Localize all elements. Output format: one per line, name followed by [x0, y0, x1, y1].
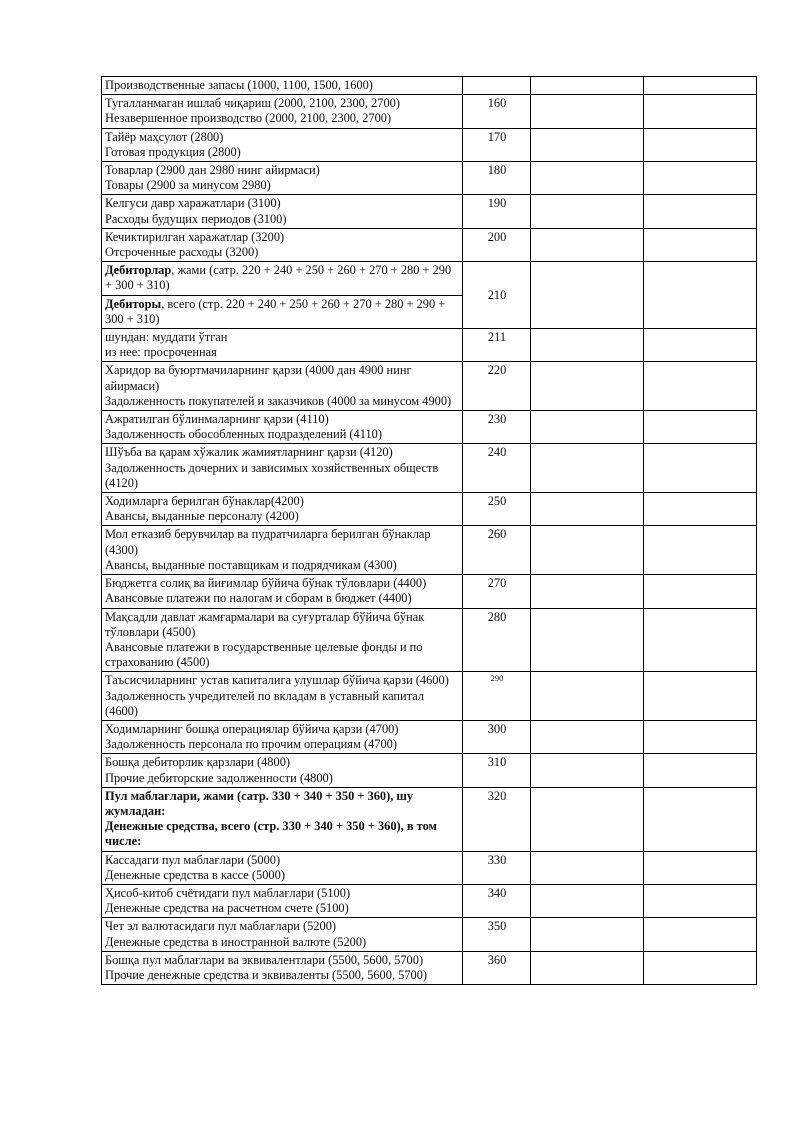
table-row: [102, 493, 757, 526]
label-line-uz: Мол етказиб берувчилар ва пудратчиларга берилган бўнаклар (4300): [105, 527, 431, 557]
label-line-ru: Расходы будущих периодов (3100): [105, 211, 287, 226]
label-line-uz: Кассадаги пул маблағлари (5000): [105, 852, 281, 867]
table-row: [102, 228, 757, 261]
value-cell-start[interactable]: [531, 77, 644, 95]
value-cell-start[interactable]: [531, 575, 644, 608]
table-row: [102, 918, 757, 951]
row-code: 170: [463, 128, 531, 161]
row-code: 160: [463, 95, 531, 128]
balance-sheet-table: [101, 76, 757, 985]
label-line-ru: Авансовые платежи по налогам и сборам в бюджет (4400): [105, 591, 412, 606]
value-cell-end[interactable]: [644, 77, 757, 95]
row-label: [102, 95, 463, 128]
label-line-uz: Бюджетга солиқ ва йиғимлар бўйича бўнак тўловлари (4400): [105, 576, 427, 591]
table-row: [102, 162, 757, 195]
label-line-uz: Бошқа пул маблағлари ва эквивалентлари (5500, 5600, 5700): [105, 952, 424, 967]
label-line-uz: Кечиктирилган харажатлар (3200): [105, 229, 285, 244]
label-line: Производственные запасы (1000, 1100, 1500, 1600): [105, 78, 373, 92]
table-row: [102, 608, 757, 672]
label-line-uz: Харидор ва буюртмачиларнинг қарзи (4000 дан 4900 нинг айирмаси): [105, 363, 412, 393]
label-rest: , жами (сатр. 220 + 240 + 250 + 260 + 270 + 280 + 290 + 300 + 310): [105, 263, 452, 293]
row-code: 211: [463, 329, 531, 362]
label-line-ru: Денежные средства в иностранной валюте (5200): [105, 934, 367, 949]
value-cell-start[interactable]: [531, 851, 644, 884]
value-cell-start[interactable]: [531, 493, 644, 526]
value-cell-start[interactable]: [531, 329, 644, 362]
row-label: [102, 851, 463, 884]
value-cell-start[interactable]: [531, 526, 644, 575]
value-cell-start[interactable]: [531, 787, 644, 851]
row-label: [102, 754, 463, 787]
value-cell-end[interactable]: [644, 787, 757, 851]
label-line-uz: Чет эл валютасидаги пул маблағлари (5200): [105, 919, 337, 934]
value-cell-start[interactable]: [531, 128, 644, 161]
table-row: [102, 672, 757, 721]
row-code: 340: [463, 884, 531, 917]
value-cell-end[interactable]: [644, 95, 757, 128]
value-cell-start[interactable]: [531, 918, 644, 951]
label-line-ru: Авансы, выданные поставщикам и подрядчикам (4300): [105, 557, 397, 572]
label-bold: Дебиторы: [105, 296, 162, 311]
row-code: 190: [463, 195, 531, 228]
label-line-ru: Прочие дебиторские задолженности (4800): [105, 770, 333, 785]
label-line-uz: Ходимларга берилган бўнаклар(4200): [105, 494, 304, 509]
row-label: [102, 329, 463, 362]
value-cell-start[interactable]: [531, 411, 644, 444]
table-row: [102, 787, 757, 851]
value-cell-end[interactable]: [644, 493, 757, 526]
label-line-uz: Тайёр маҳсулот (2800): [105, 129, 224, 144]
value-cell-end[interactable]: [644, 162, 757, 195]
label-line-ru: из нее: просроченная: [105, 345, 217, 360]
value-cell-end[interactable]: [644, 608, 757, 672]
label-line-uz: Таъсисчиларнинг устав капиталига улушлар бўйича қарзи (4600): [105, 673, 449, 688]
value-cell-end[interactable]: [644, 329, 757, 362]
row-label: [102, 77, 463, 95]
label-line-uz: Мақсадли давлат жамғармалари ва суғурталар бўйича бўнак тўловлари (4500): [105, 609, 425, 639]
value-cell-start[interactable]: [531, 262, 644, 329]
value-cell-start[interactable]: [531, 195, 644, 228]
value-cell-start[interactable]: [531, 720, 644, 753]
value-cell-end[interactable]: [644, 951, 757, 984]
label-rest: , всего (стр. 220 + 240 + 250 + 260 + 270 + 280 + 290 + 300 + 310): [105, 296, 446, 326]
table-row: [102, 329, 757, 362]
value-cell-end[interactable]: [644, 754, 757, 787]
row-code: [463, 77, 531, 95]
row-label: [102, 162, 463, 195]
value-cell-end[interactable]: [644, 411, 757, 444]
value-cell-end[interactable]: [644, 262, 757, 329]
row-code: 240: [463, 444, 531, 493]
label-line-ru: Незавершенное производство (2000, 2100, 2300, 2700): [105, 111, 392, 126]
table-row: [102, 720, 757, 753]
row-label: [102, 884, 463, 917]
label-line-ru: Задолженность дочерних и зависимых хозяйственных обществ (4120): [105, 460, 439, 490]
value-cell-end[interactable]: [644, 362, 757, 411]
label-line-uz: Ҳисоб-китоб счётидаги пул маблағлари (5100): [105, 885, 351, 900]
value-cell-start[interactable]: [531, 608, 644, 672]
value-cell-end[interactable]: [644, 575, 757, 608]
row-code: 290: [463, 672, 531, 721]
row-label: [102, 493, 463, 526]
table-row: [102, 262, 757, 295]
table-row: [102, 95, 757, 128]
label-line-uz: Шўъба ва қарам хўжалик жамиятларнинг қарзи (4120): [105, 445, 393, 460]
row-code: 220: [463, 362, 531, 411]
label-line-ru: Авансовые платежи в государственные целевые фонды и по страхованию (4500): [105, 639, 423, 670]
row-label: [102, 195, 463, 228]
value-cell-start[interactable]: [531, 884, 644, 917]
row-code: 310: [463, 754, 531, 787]
row-code: 200: [463, 228, 531, 261]
table-row: [102, 195, 757, 228]
row-code: 360: [463, 951, 531, 984]
row-label: [102, 787, 463, 851]
row-code: 260: [463, 526, 531, 575]
label-line-ru: Денежные средства, всего (стр. 330 + 340 + 350 + 360), в том числе:: [105, 819, 437, 849]
label-line-uz: шундан: муддати ўтган: [105, 330, 228, 345]
label-line-ru: Денежные средства на расчетном счете (5100): [105, 901, 349, 916]
value-cell-end[interactable]: [644, 195, 757, 228]
label-line-ru: Задолженность покупателей и заказчиков (4000 за минусом 4900): [105, 393, 452, 408]
label-bold: Дебиторлар: [105, 263, 172, 278]
row-label: [102, 672, 463, 721]
label-line-uz: Келгуси давр харажатлари (3100): [105, 196, 281, 211]
value-cell-end[interactable]: [644, 918, 757, 951]
row-code: 270: [463, 575, 531, 608]
label-line-ru: Готовая продукция (2800): [105, 144, 241, 159]
table-row: [102, 526, 757, 575]
row-label: [102, 951, 463, 984]
row-code: 180: [463, 162, 531, 195]
value-cell-end[interactable]: [644, 672, 757, 721]
table-row: [102, 411, 757, 444]
value-cell-end[interactable]: [644, 228, 757, 261]
row-label: [102, 411, 463, 444]
label-line-uz: Ажратилган бўлинмаларнинг қарзи (4110): [105, 412, 329, 427]
value-cell-end[interactable]: [644, 526, 757, 575]
label-line-uz: Бошқа дебиторлик қарзлари (4800): [105, 755, 291, 770]
label-line-ru: Отсроченные расходы (3200): [105, 245, 259, 260]
label-line-ru: Прочие денежные средства и эквиваленты (5500, 5600, 5700): [105, 967, 428, 982]
table-row: [102, 575, 757, 608]
table-row: [102, 754, 757, 787]
table-row: [102, 77, 757, 95]
label-line-ru: Задолженность персонала по прочим операциям (4700): [105, 737, 397, 752]
table-row: [102, 951, 757, 984]
value-cell-start[interactable]: [531, 362, 644, 411]
row-label: [102, 128, 463, 161]
label-line-ru: Денежные средства в кассе (5000): [105, 867, 285, 882]
row-label: [102, 608, 463, 672]
row-label: [102, 444, 463, 493]
value-cell-start[interactable]: [531, 162, 644, 195]
value-cell-end[interactable]: [644, 720, 757, 753]
row-code: 230: [463, 411, 531, 444]
label-line-ru: Задолженность учредителей по вкладам в уставный капитал (4600): [105, 688, 425, 718]
value-cell-start[interactable]: [531, 444, 644, 493]
label-line-ru: Задолженность обособленных подразделений (4110): [105, 427, 382, 442]
row-label-ru: [102, 295, 463, 328]
table-row: [102, 444, 757, 493]
label-line-ru: Товары (2900 за минусом 2980): [105, 178, 271, 193]
row-code: 250: [463, 493, 531, 526]
row-code: 350: [463, 918, 531, 951]
value-cell-start[interactable]: [531, 95, 644, 128]
row-label-uz: [102, 262, 463, 295]
value-cell-end[interactable]: [644, 884, 757, 917]
table-row: [102, 128, 757, 161]
row-label: [102, 575, 463, 608]
row-code: 210: [463, 262, 531, 329]
row-code: 280: [463, 608, 531, 672]
value-cell-start[interactable]: [531, 228, 644, 261]
row-label: [102, 720, 463, 753]
row-label: [102, 228, 463, 261]
table-row: [102, 884, 757, 917]
row-label: [102, 526, 463, 575]
label-line-ru: Авансы, выданные персоналу (4200): [105, 509, 299, 524]
row-code: 330: [463, 851, 531, 884]
row-code: 300: [463, 720, 531, 753]
label-line-uz: Товарлар (2900 дан 2980 нинг айирмаси): [105, 163, 320, 178]
label-line-uz: Тугалланмаган ишлаб чиқариш (2000, 2100, 2300, 2700): [105, 96, 400, 111]
row-label: [102, 918, 463, 951]
row-code: 320: [463, 787, 531, 851]
label-line-uz: Ходимларнинг бошқа операциялар бўйича қарзи (4700): [105, 721, 399, 736]
value-cell-start[interactable]: [531, 672, 644, 721]
table-row: [102, 362, 757, 411]
value-cell-end[interactable]: [644, 851, 757, 884]
table-row: [102, 851, 757, 884]
value-cell-start[interactable]: [531, 951, 644, 984]
row-label: [102, 362, 463, 411]
value-cell-end[interactable]: [644, 128, 757, 161]
value-cell-end[interactable]: [644, 444, 757, 493]
label-line-uz: Пул маблағлари, жами (сатр. 330 + 340 + 350 + 360), шу жумладан:: [105, 788, 414, 818]
value-cell-start[interactable]: [531, 754, 644, 787]
